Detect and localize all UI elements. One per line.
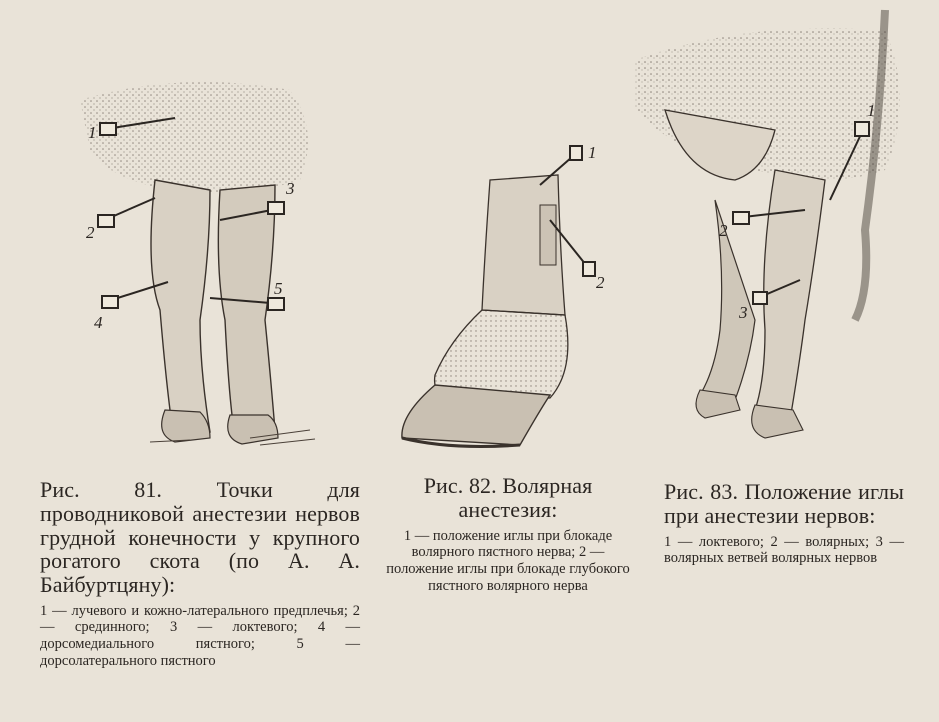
fig83-label-3: 3 [739,303,748,322]
fig83-caption-legend: 1 — локтевого; 2 — волярных; 3 — волярных ветвей волярных нервов [664,533,904,567]
fig81-label-2: 2 [86,223,95,242]
fig83-illustration [625,0,935,450]
fig81-needle-2 [98,198,155,227]
fig82-label-1: 1 [588,143,597,162]
fig81-label-3: 3 [286,179,295,198]
fig81-caption-title: Рис. 81. Точки для проводниковой анестезии нервов грудной конечности у крупного рогатого скота (по А. А. Байбуртцяну): [40,477,360,597]
fig81-illustration [60,70,360,460]
fig81-label-1: 1 [88,123,97,142]
fig81-label-4: 4 [94,313,103,332]
fig83-label-2: 2 [719,221,728,240]
fig82-illustration [390,140,640,460]
fig81-label-5: 5 [274,279,283,298]
fig83-caption-title: Рис. 83. Положение иглы при анестезии нервов: [664,479,904,528]
fig83-label-1: 1 [867,101,876,120]
fig82-caption-title: Рис. 82. Волярная анестезия: [423,473,593,522]
fig82-caption-legend: 1 — положение иглы при блокаде волярного пястного нерва; 2 — положение иглы при блокаде глубокого пястного волярного нерва [386,527,630,594]
fig82-label-2: 2 [596,273,605,292]
fig81-caption-legend: 1 — лучевого и кожно-латерального предплечья; 2 — срединного; 3 — локтевого; 4 — дорсомедиального пястного; 5 — дорсолатерального пястного [40,602,360,669]
fig82-needle-1 [540,146,582,185]
